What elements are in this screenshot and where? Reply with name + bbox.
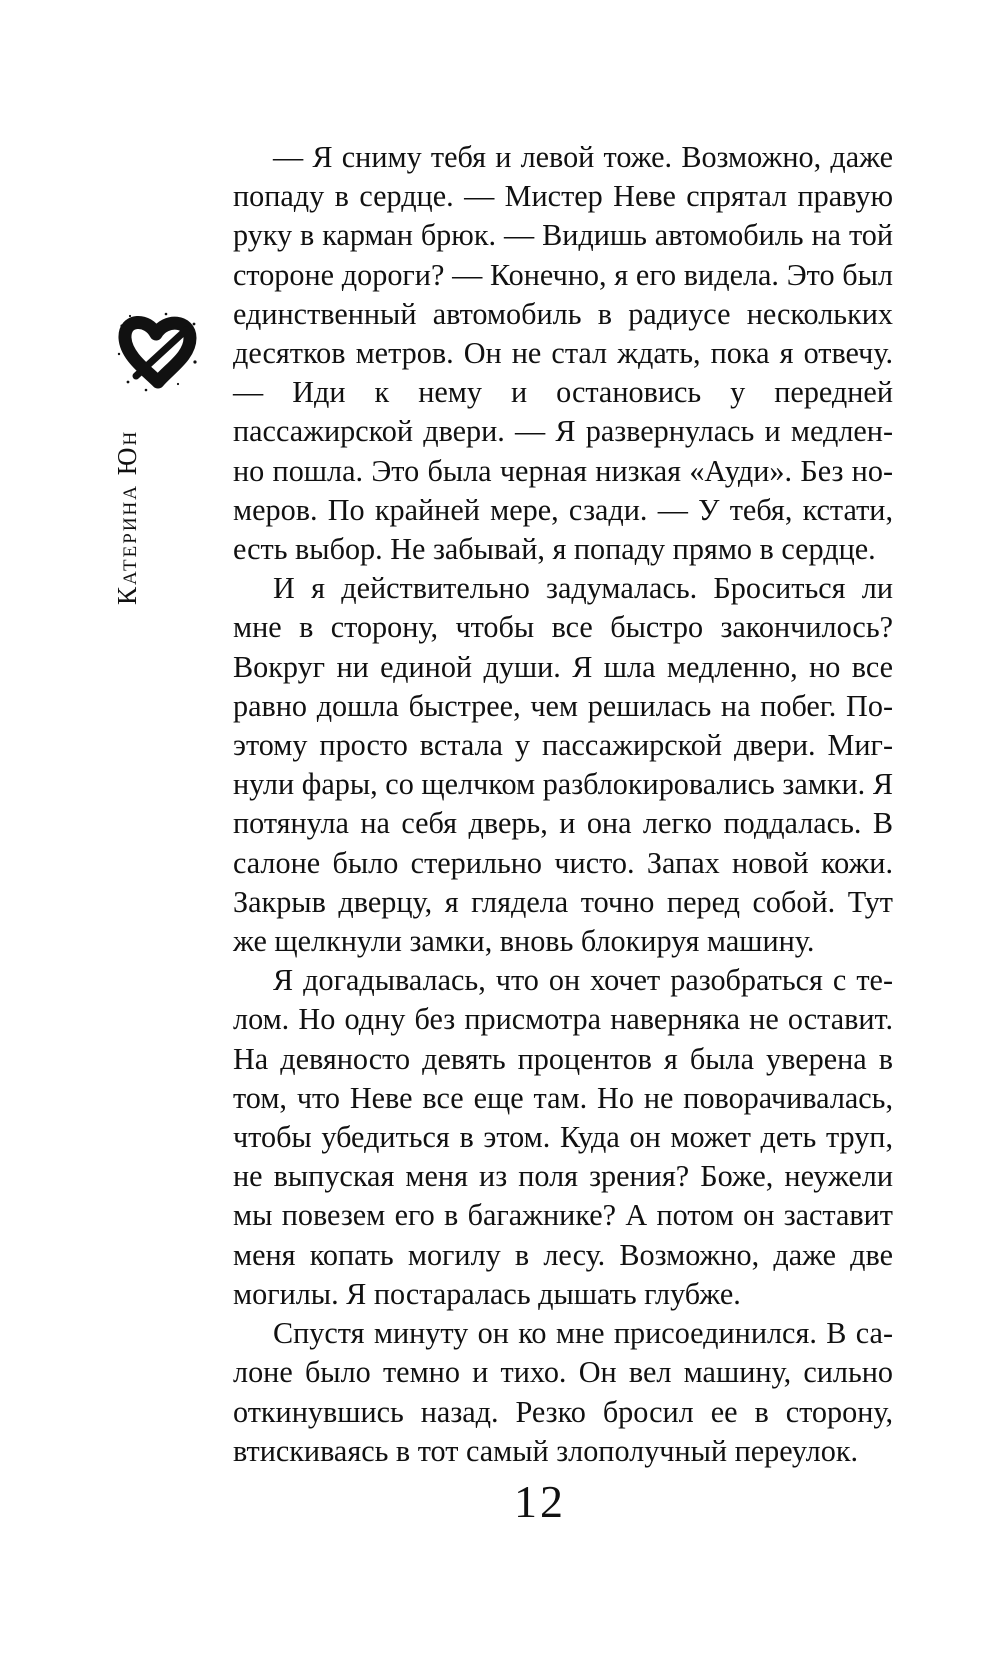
heart-graffiti-icon [116, 312, 198, 392]
paragraph: Я догадывалась, что он хочет разобраться с телом. Но одну без присмотра наверняка не оставит. На девяносто девять процентов я была уверена в том, что Неве все еще там. Но не поворачивалась, чтобы убедиться в этом. Куда он может деть труп, не выпуская меня из поля зрения? Боже, неужели мы повезем его в багажнике? А потом он заставит меня копать могилу в лесу. Возможно, даже две могилы. Я постаралась дышать глубже. [233, 963, 893, 1311]
running-author: Катерина Юн [112, 429, 142, 605]
paragraph: Спустя минуту он ко мне присоединился. В салоне было темно и тихо. Он вел машину, сильно откинувшись назад. Резко бросил ее в сторону, втискиваясь в тот самый злополучный переулок. [233, 1316, 893, 1468]
body-text [233, 138, 893, 1471]
paragraph: — Я сниму тебя и левой тоже. Возможно, даже попаду в сердце. — Мистер Неве спрятал правую руку в карман брюк. — Видишь автомобиль на той стороне дороги? — Конечно, я его видела. Это был единственный автомобиль в радиусе нескольких десятков метров. Он не стал ждать, пока я отвечу. — Иди к нему и остановись у передней пассажирской двери. — Я развернулась и медленно пошла. Это была черная низкая «Ауди». Без номеров. По крайней мере, сзади. — У тебя, кстати, есть выбор. Не забывай, я попаду прямо в сердце. [233, 140, 893, 567]
page-number: 12 [514, 1476, 566, 1527]
paragraph: И я действительно задумалась. Броситься ли мне в сторону, чтобы все быстро закончилось? Вокруг ни единой души. Я шла медленно, но все равно дошла быстрее, чем решилась на побег. Поэтому просто встала у пассажирской двери. Мигнули фары, со щелчком разблокировались замки. Я потянула на себя дверь, и она легко поддалась. В салоне было стерильно чисто. Запах новой кожи. Закрыв дверцу, я глядела точно перед собой. Тут же щелкнули замки, вновь блокируя машину. [233, 571, 893, 959]
